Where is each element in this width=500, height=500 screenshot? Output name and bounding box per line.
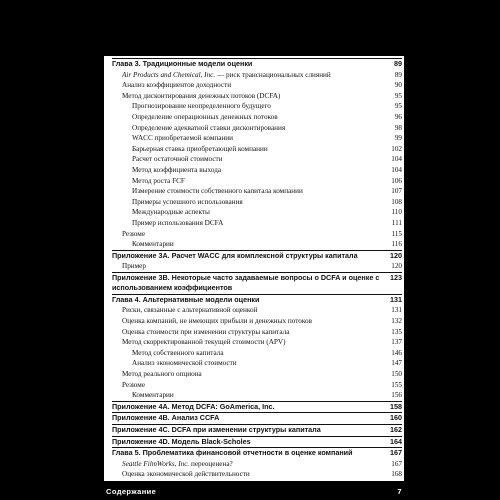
toc-entry-title: Барьерная ставка приобретающей компании [132, 144, 268, 153]
toc-entry-row[interactable] [112, 197, 402, 208]
toc-page-number: 156 [391, 391, 402, 400]
toc-page-number: 95 [394, 102, 402, 111]
toc-entry-title: Метод реального опциона [122, 370, 202, 379]
toc-chapter-row[interactable] [112, 294, 402, 306]
toc-entry-row[interactable] [112, 186, 402, 197]
toc-entry-row[interactable] [112, 239, 402, 250]
toc-page-number: 158 [390, 401, 402, 411]
toc-entry-row[interactable] [112, 316, 402, 327]
toc-entry-row[interactable] [112, 469, 402, 480]
toc-entry-row[interactable] [112, 327, 402, 338]
toc-page-number: 137 [391, 338, 402, 347]
toc-chapter-row[interactable] [112, 58, 402, 70]
toc-entry-title [112, 459, 386, 470]
toc-page-number: 167 [391, 459, 402, 468]
toc-page-number: 155 [391, 380, 402, 389]
toc-entry-title: Приложение 4В. Анализ CCFA [112, 413, 220, 423]
toc-entry-title: Прогнозирование неопределенного будущего [132, 102, 271, 111]
toc-entry-row[interactable] [112, 390, 402, 401]
toc-entry-row[interactable] [112, 154, 402, 165]
toc-entry-title: Приложение 4С. DCFA при изменении структуры капитала [112, 425, 321, 434]
toc-entry-title: Определение адекватной ставки дисконтирования [132, 123, 286, 132]
toc-entry-title: Комментарии [132, 391, 174, 400]
toc-entry-row[interactable] [112, 207, 402, 218]
toc-page-number: 131 [391, 306, 402, 315]
toc-page-number: 98 [394, 123, 402, 132]
toc-page-number: 123 [390, 272, 402, 282]
toc-entry-title: Приложение 3В. Некоторые часто задаваемые вопросы о DCFA и оценке с использованием коэффициентов [112, 272, 380, 292]
toc-chapter-row[interactable] [112, 412, 402, 424]
toc-entry-title: Пример [122, 262, 146, 271]
toc-page-number: 120 [391, 262, 402, 271]
toc-page-number: 162 [390, 425, 402, 434]
footer-page-number: 7 [397, 487, 402, 496]
toc-entry-row[interactable] [112, 165, 402, 176]
toc-page-number: 106 [391, 176, 402, 185]
toc-entry-row[interactable] [112, 144, 402, 155]
toc-page-number: 147 [391, 359, 402, 368]
toc-page-number: 110 [391, 208, 402, 217]
toc-page-number: 102 [391, 144, 402, 153]
toc-page-number: 111 [391, 218, 402, 227]
toc-entry-title: Анализ экономической стоимости [132, 359, 237, 368]
toc-entry-title: Оценка стоимости при изменении структуры капитала [122, 327, 290, 336]
toc-entry-row[interactable] [112, 358, 402, 369]
toc-entry-title: Глава 4. Альтернативные модели оценки [112, 294, 260, 304]
toc-entry-title: WACC приобретаемой компании [132, 134, 233, 143]
toc-page-number: 132 [391, 317, 402, 326]
toc-entry-title: Пример использования DCFA [132, 218, 224, 227]
toc-page-number: 167 [390, 448, 402, 458]
toc-entry-title: Метод скорректированной текущей стоимости (APV) [122, 338, 286, 347]
toc-entry-title: Оценка компаний, не имеющих прибыли и денежных потоков [122, 317, 312, 326]
toc-page-number: 89 [394, 59, 402, 68]
toc-entry-row[interactable] [112, 70, 402, 81]
toc-entry-row[interactable] [112, 218, 402, 229]
toc-chapter-row[interactable] [112, 447, 402, 459]
toc-entry-title: Метод коэффициента выхода [132, 165, 222, 174]
toc-entry-row[interactable] [112, 337, 402, 348]
toc-page-number: 160 [390, 413, 402, 423]
toc-page-number: 116 [391, 240, 402, 249]
toc-page-number: 131 [390, 294, 402, 304]
toc-chapter-row[interactable] [112, 424, 402, 436]
toc-entry-text: переоценена? [189, 459, 233, 468]
toc-entry-title: Метод дисконтирования денежных потоков (DCFA) [122, 91, 281, 100]
toc-page-number: 135 [391, 327, 402, 336]
toc-page-number: 89 [394, 70, 402, 79]
toc-entry-row[interactable] [112, 133, 402, 144]
toc-chapter-row[interactable] [112, 250, 402, 262]
toc-entry-title: Измерение стоимости собственного капитала компании [132, 187, 303, 196]
toc-entry-row[interactable] [112, 459, 402, 470]
toc-page-number: 96 [394, 112, 402, 121]
page-footer [106, 487, 402, 496]
toc-page-number: 168 [391, 470, 402, 479]
toc-page-number: 95 [394, 91, 402, 100]
toc-page-number: 108 [391, 197, 402, 206]
toc-entry-title: Резюме [122, 380, 146, 389]
book-page [104, 56, 404, 481]
toc-entry-row[interactable] [112, 380, 402, 391]
toc-entry-row[interactable] [112, 112, 402, 123]
toc-entry-row[interactable] [112, 261, 402, 272]
toc-entry-title: Приложение 3А. Расчет WACC для комплексной структуры капитала [112, 250, 358, 260]
table-of-contents [112, 58, 402, 480]
toc-page-number: 164 [390, 436, 402, 446]
toc-entry-row[interactable] [112, 91, 402, 102]
toc-chapter-row[interactable] [112, 272, 402, 294]
toc-page-number: 115 [391, 229, 402, 238]
toc-chapter-row[interactable] [112, 436, 402, 448]
toc-entry-title [112, 70, 386, 81]
toc-entry-title: Международные аспекты [132, 208, 210, 217]
toc-page-number: 99 [394, 134, 402, 143]
toc-entry-title: Глава 5. Проблематика финансовой отчетности в оценке компаний [112, 448, 353, 458]
toc-page-number: 150 [391, 370, 402, 379]
toc-entry-title: Глава 3. Традиционные модели оценки [112, 59, 253, 68]
toc-page-number: 104 [391, 155, 402, 164]
toc-entry-title: Резюме [122, 229, 146, 238]
toc-entry-title: Приложение 4А. Метод DCFA: GoAmerica, Inc. [112, 401, 275, 411]
toc-entry-title: Определение операционных денежных потоков [132, 112, 278, 121]
toc-entry-row[interactable] [112, 229, 402, 240]
toc-entry-title: Комментарии [132, 240, 174, 249]
toc-entry-row[interactable] [112, 176, 402, 187]
toc-entry-title: Метод роста FCF [132, 176, 185, 185]
toc-entry-company-name: Air Products and Chemical, Inc. [122, 70, 216, 79]
toc-chapter-row[interactable] [112, 401, 402, 413]
toc-entry-row[interactable] [112, 101, 402, 112]
toc-page-number: 120 [390, 250, 402, 260]
footer-section-title: Содержание [106, 487, 157, 496]
toc-entry-company-name: Seattle FilmWorks, Inc. [122, 459, 190, 468]
toc-entry-title: Анализ коэффициентов доходности [122, 81, 232, 90]
toc-page-number: 90 [394, 81, 402, 90]
toc-entry-title: Оценка экономической действительности [122, 470, 250, 479]
toc-entry-title: Риски, связанные с альтернативной оценкой [122, 306, 258, 315]
toc-entry-row[interactable] [112, 123, 402, 134]
toc-page-number: 104 [391, 165, 402, 174]
toc-entry-title: Примеры успешного использования [132, 197, 243, 206]
toc-entry-title: Расчет остаточной стоимости [132, 155, 223, 164]
toc-entry-row[interactable] [112, 348, 402, 359]
toc-entry-text: — риск транснациональных слияний [215, 70, 331, 79]
toc-entry-title: Метод собственного капитала [132, 348, 224, 357]
toc-page-number: 146 [391, 348, 402, 357]
toc-entry-row[interactable] [112, 369, 402, 380]
toc-entry-row[interactable] [112, 305, 402, 316]
toc-entry-title: Приложение 4D. Модель Black-Scholes [112, 436, 251, 446]
toc-page-number: 107 [391, 187, 402, 196]
toc-entry-row[interactable] [112, 80, 402, 91]
